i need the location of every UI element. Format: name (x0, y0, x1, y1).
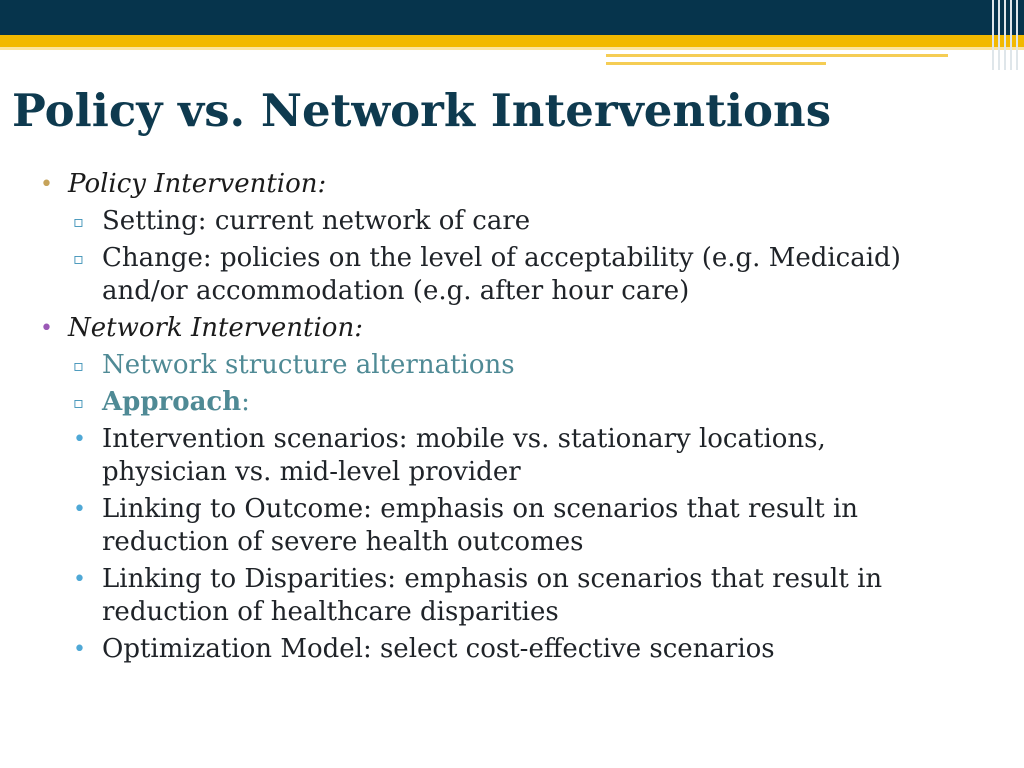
bullet-policy-intervention (40, 168, 1020, 201)
bullet-marker: ▫ (73, 212, 84, 231)
bullet-marker: ▫ (73, 393, 84, 412)
bullet-marker: • (73, 497, 86, 522)
bullet-marker: ▫ (73, 356, 84, 375)
bullet-linking-disparities (40, 563, 1020, 596)
bullet-text: Optimization Model: select cost-effective scenarios (102, 634, 775, 664)
bullet-marker: • (73, 567, 86, 592)
decorative-bars (988, 0, 1024, 70)
bullet-network-intervention (40, 312, 1020, 345)
bullet-text: Network Intervention: (68, 313, 363, 343)
bullet-text: reduction of severe health outcomes (102, 527, 584, 557)
bullet-marker: • (40, 316, 53, 341)
bullet-intervention-scenarios (40, 423, 1020, 456)
bullet-text: : (241, 387, 250, 417)
bullet-change-continued (40, 275, 1020, 308)
bullet-text: Linking to Disparities: emphasis on scenarios that result in (102, 564, 883, 594)
slide-body (40, 164, 1020, 666)
bullet-change (40, 242, 1020, 275)
bullet-approach (40, 386, 1020, 419)
bullet-text: Change: policies on the level of acceptability (e.g. Medicaid) (102, 243, 901, 273)
bullet-marker: • (40, 172, 53, 197)
gold-stripe-highlight (0, 47, 1024, 50)
header-band (0, 0, 1024, 35)
bullet-linking-outcome-continued (40, 526, 1020, 559)
bullet-setting (40, 205, 1020, 238)
bullet-intervention-scenarios-continued (40, 456, 1020, 489)
bullet-marker: • (73, 637, 86, 662)
bullet-text: Setting: current network of care (102, 206, 531, 236)
bullet-text-bold: Approach (102, 387, 242, 417)
accent-line-short (606, 62, 826, 65)
bullet-marker: • (73, 427, 86, 452)
bullet-optimization-model (40, 633, 1020, 666)
bullet-text: Linking to Outcome: emphasis on scenarios that result in (102, 494, 859, 524)
slide-title: Policy vs. Network Interventions (12, 84, 832, 137)
bullet-linking-disparities-continued (40, 596, 1020, 629)
bullet-text: and/or accommodation (e.g. after hour care) (102, 276, 690, 306)
bullet-text: Intervention scenarios: mobile vs. stationary locations, (102, 424, 826, 454)
bullet-text: Policy Intervention: (68, 169, 327, 199)
bullet-text: reduction of healthcare disparities (102, 597, 559, 627)
bullet-network-structure (40, 349, 1020, 382)
bullet-linking-outcome (40, 493, 1020, 526)
bullet-text: physician vs. mid-level provider (102, 457, 521, 487)
gold-stripe (0, 35, 1024, 47)
accent-line (606, 54, 948, 57)
bullet-text: Network structure alternations (102, 350, 515, 380)
bullet-marker: ▫ (73, 249, 84, 268)
